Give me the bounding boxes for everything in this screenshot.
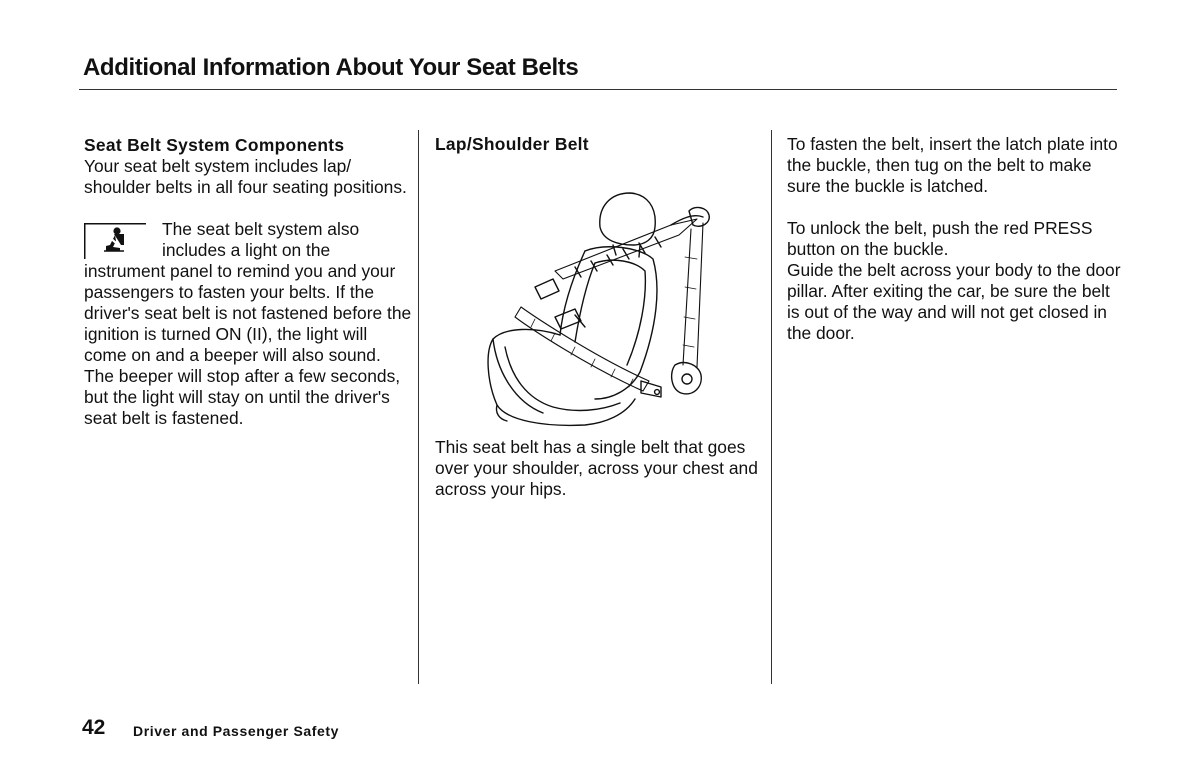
reminder-paragraph-block (84, 219, 414, 429)
section-heading-lap-shoulder: Lap/Shoulder Belt (435, 134, 589, 154)
title-rule (79, 89, 1117, 90)
guide-instructions: Guide the belt across your body to the door pillar. After exiting the car, be sure the belt is out of the way and will not get closed in the door. (787, 260, 1121, 343)
page-title: Additional Information About Your Seat Belts (83, 54, 579, 81)
seat-with-belt-illustration (435, 167, 735, 427)
components-intro: Your seat belt system includes lap/ shoulder belts in all four seating positions. (84, 156, 407, 197)
column-seat-belt-components (84, 135, 414, 429)
reminder-text: The seat belt system also includes a light on the instrument panel to remind you and your passengers to fasten your belts. If the driver's seat belt is not fastened before the ignition is turned ON (II), the light will come on and a beeper will also sound. The beeper will stop after a few seconds, but the light will stay on until the driver's seat belt is fastened. (84, 219, 412, 428)
column-divider-left (418, 130, 419, 684)
column-divider-right (771, 130, 772, 684)
column-lap-shoulder-belt (435, 134, 765, 500)
unlock-instructions: To unlock the belt, push the red PRESS button on the buckle. (787, 218, 1093, 259)
seat-belt-reminder-icon (84, 223, 146, 259)
section-label: Driver and Passenger Safety (133, 723, 340, 739)
page-number: 42 (82, 716, 106, 739)
section-heading-components: Seat Belt System Components (84, 135, 345, 155)
fasten-instructions: To fasten the belt, insert the latch plate into the buckle, then tug on the belt to make sure the buckle is latched. (787, 134, 1118, 196)
lap-shoulder-caption: This seat belt has a single belt that goes over your shoulder, across your chest and across your hips. (435, 437, 758, 499)
column-fasten-instructions (787, 134, 1127, 344)
